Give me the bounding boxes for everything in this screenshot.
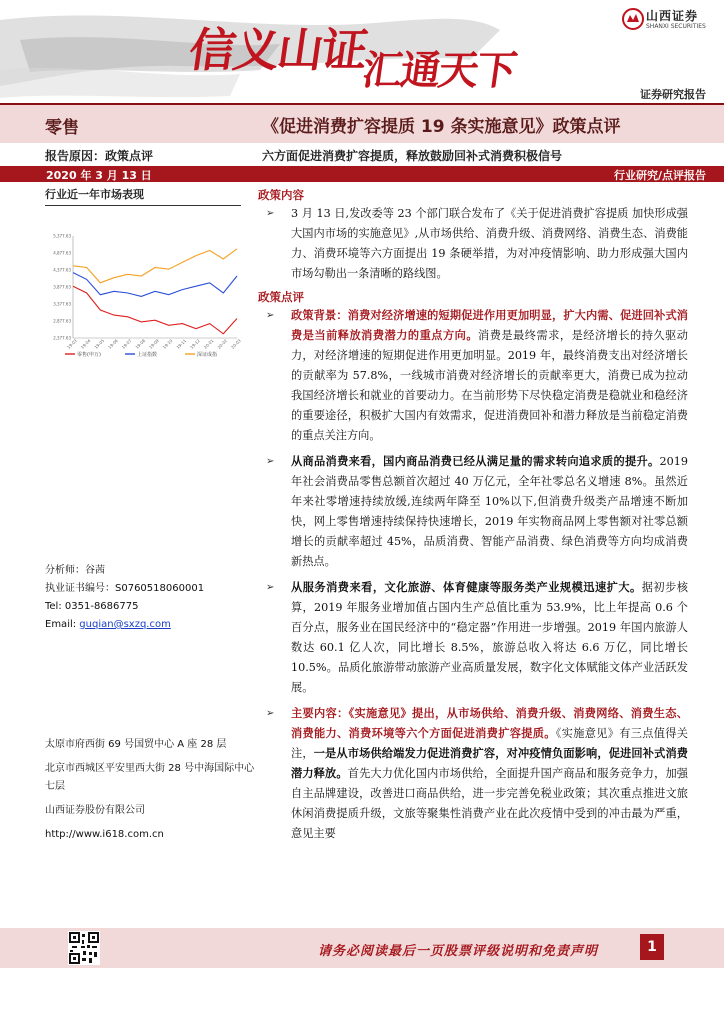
chart-x-tick-label: 19-04 xyxy=(79,338,92,350)
chart-y-tick-label: 2,377.63 xyxy=(53,335,71,341)
company-name: 山西证券股份有限公司 xyxy=(45,805,145,816)
logo-mark-icon xyxy=(622,8,644,30)
report-subtitle: 六方面促进消费扩容提质，释放鼓励回补式消费积极信号 xyxy=(262,149,563,163)
title-band-line xyxy=(0,103,724,105)
chart-y-tick-label: 3,377.63 xyxy=(53,301,71,307)
chart-y-tick-label: 4,377.63 xyxy=(53,267,71,273)
chart-y-tick-label: 4,877.63 xyxy=(53,250,71,256)
analyst-contact xyxy=(45,562,204,634)
chart-legend-label-3: 深证成指 xyxy=(197,352,218,358)
qr-code-icon xyxy=(68,931,100,965)
page-number: 1 xyxy=(640,934,664,960)
industry-name: 零售 xyxy=(45,118,79,138)
bullet-item-4: ➢ 从服务消费来看，文化旅游、体育健康等服务类产业规模迅速扩大。据初步核算，2019 年服务业增加值占国内生产总值比重为 53.9%，比上年提高 0.6 个百分点，服务业在国民经济中的“稳定器”作用进一步增强。2019 年国内旅游人数达 60.1 亿人次，同比增长 8.5%，旅游总收入将达 6.6 万亿，同比增长 10.5%。品质化旅游带动旅游产业高质量发展，数字化文体赋能文体产业活跃发展。 xyxy=(258,578,688,698)
header-slogan: 信义山证汇通天下 xyxy=(185,23,518,94)
bullet-item-2: ➢ 政策背景：消费对经济增速的短期促进作用更加明显，扩大内需、促进回补式消费是当前释放消费潜力的重点方向。消费是最终需求，是经济增长的持久驱动力，对经济增速的短期促进作用更加明显。2019 年，最终消费支出对经济增长的贡献率为 57.8%，一线城市消费对经济增长的贡献率更大，消费已成为拉动我国经济增长和就业的首要动力。在当前形势下尽快稳定消费是稳就业和稳经济的重要途径，积极扩大国内有效需求，促进消费回补和潜力释放是当前稳定消费的重点关注方向。 xyxy=(258,306,688,446)
bullet-arrow-icon: ➢ xyxy=(266,456,275,467)
market-chart xyxy=(45,210,245,360)
market-chart-svg xyxy=(45,210,245,360)
report-title: 《促进消费扩容提质 19 条实施意见》政策点评 xyxy=(262,117,621,137)
address-beijing: 北京市西城区平安里西大街 28 号中海国际中心七层 xyxy=(45,763,255,792)
chart-legend-label-2: 上证指数 xyxy=(137,352,158,358)
chart-x-tick-label: 19-05 xyxy=(93,338,106,350)
left-column xyxy=(45,186,245,360)
analyst-name: 分析师：谷茜 xyxy=(45,565,105,576)
bullet-item-1: ➢ 3 月 13 日,发改委等 23 个部门联合发布了《关于促进消费扩容提质 加快形成强大国内市场的实施意见》,从市场供给、消费升级、消费网络、消费生态、消费能力、消费环境等六方面提出 19 条硬举措，为对冲疫情影响、助力形成强大国内市场勾勒出一条清晰的路线图。 xyxy=(258,204,688,284)
chart-x-tick-label: 19-12 xyxy=(189,338,201,350)
company-address xyxy=(45,736,255,844)
chart-x-tick-label: 19-11 xyxy=(175,338,188,350)
chart-x-tick-label: 19-08 xyxy=(134,338,147,350)
bullet-item-3: ➢ 从商品消费来看，国内商品消费已经从满足量的需求转向追求质的提升。2019 年社会消费品零售总额首次超过 40 万亿元，全年社零总名义增速 8%。虽然近年来社零增速持续放缓,连续两年降至 10%以下,但消费升级类产品增速不断加快，网上零售增速持续保持快速增长，2019 年实物商品网上零售额对社零总额增长的贡献率超过 45%，品质消费、智能产品消费、绿色消费等方向均成消费新热点。 xyxy=(258,452,688,572)
bullet-arrow-icon: ➢ xyxy=(266,582,275,593)
bullet-arrow-icon: ➢ xyxy=(266,208,275,219)
shanxi-securities-logo xyxy=(622,6,718,36)
chart-x-tick-label: 20-03 xyxy=(230,338,242,350)
chart-x-tick-label: 19-06 xyxy=(107,338,119,350)
body-column xyxy=(258,186,688,844)
analyst-cert: 执业证书编号：S0760518060001 xyxy=(45,583,205,594)
chart-title: 行业近一年市场表现 xyxy=(45,186,241,206)
chart-series-line-3 xyxy=(73,249,237,283)
report-type: 证券研究报告 xyxy=(640,88,706,101)
chart-series-line-2 xyxy=(73,273,237,297)
company-website[interactable]: http://www.i618.com.cn xyxy=(45,829,164,840)
chart-y-tick-label: 3,877.63 xyxy=(53,284,71,290)
chart-legend-label-1: 零售(申万) xyxy=(77,352,101,358)
logo-en: SHANXI SECURITIES xyxy=(646,23,706,30)
bullet-arrow-icon: ➢ xyxy=(266,310,275,321)
chart-x-tick-label: 20-02 xyxy=(216,338,229,350)
footer-disclaimer: 请务必阅读最后一页股票评级说明和免责声明 xyxy=(318,944,599,959)
chart-y-tick-label: 2,877.63 xyxy=(53,318,71,324)
address-taiyuan: 太原市府西街 69 号国贸中心 A 座 28 层 xyxy=(45,739,227,750)
report-date: 2020 年 3 月 13 日 xyxy=(46,169,152,182)
section-policy-review: 政策点评 xyxy=(258,290,304,304)
report-category: 行业研究/点评报告 xyxy=(613,169,706,182)
analyst-tel: Tel: 0351-8686775 xyxy=(45,601,139,612)
chart-x-tick-label: 19-07 xyxy=(120,338,133,350)
analyst-email-link[interactable]: guqian@sxzq.com xyxy=(79,619,171,630)
bullet-item-5: ➢ 主要内容：《实施意见》提出，从市场供给、消费升级、消费网络、消费生态、消费能力、消费环境等六个方面促进消费扩容提质。《实施意见》有三点值得关注，一是从市场供给端发力促进消费扩容，对冲疫情负面影响，促进回补式消费潜力释放。首先大力优化国内市场供给，全面提升国产商品和服务竞争力，加强自主品牌建设，改善进口商品供给，进一步完善免税业政策；其次重点推进文旅休闲消费提质升级，文旅等聚集性消费产业在此次疫情中受到的冲击最为严重，意见主要 xyxy=(258,704,688,844)
chart-x-tick-label: 19-03 xyxy=(66,338,78,350)
section-policy-content: 政策内容 xyxy=(258,188,304,202)
chart-y-tick-label: 5,377.63 xyxy=(53,233,71,239)
chart-series-line-1 xyxy=(73,286,237,334)
chart-x-tick-label: 20-01 xyxy=(202,338,215,350)
bullet-arrow-icon: ➢ xyxy=(266,708,275,719)
email-label: Email: xyxy=(45,619,80,630)
logo-cn: 山西证券 xyxy=(646,9,699,23)
chart-x-tick-label: 19-10 xyxy=(161,338,174,350)
analyst-email-row xyxy=(45,616,204,634)
chart-x-tick-label: 19-09 xyxy=(148,338,160,350)
report-reason: 报告原因：政策点评 xyxy=(45,149,154,163)
